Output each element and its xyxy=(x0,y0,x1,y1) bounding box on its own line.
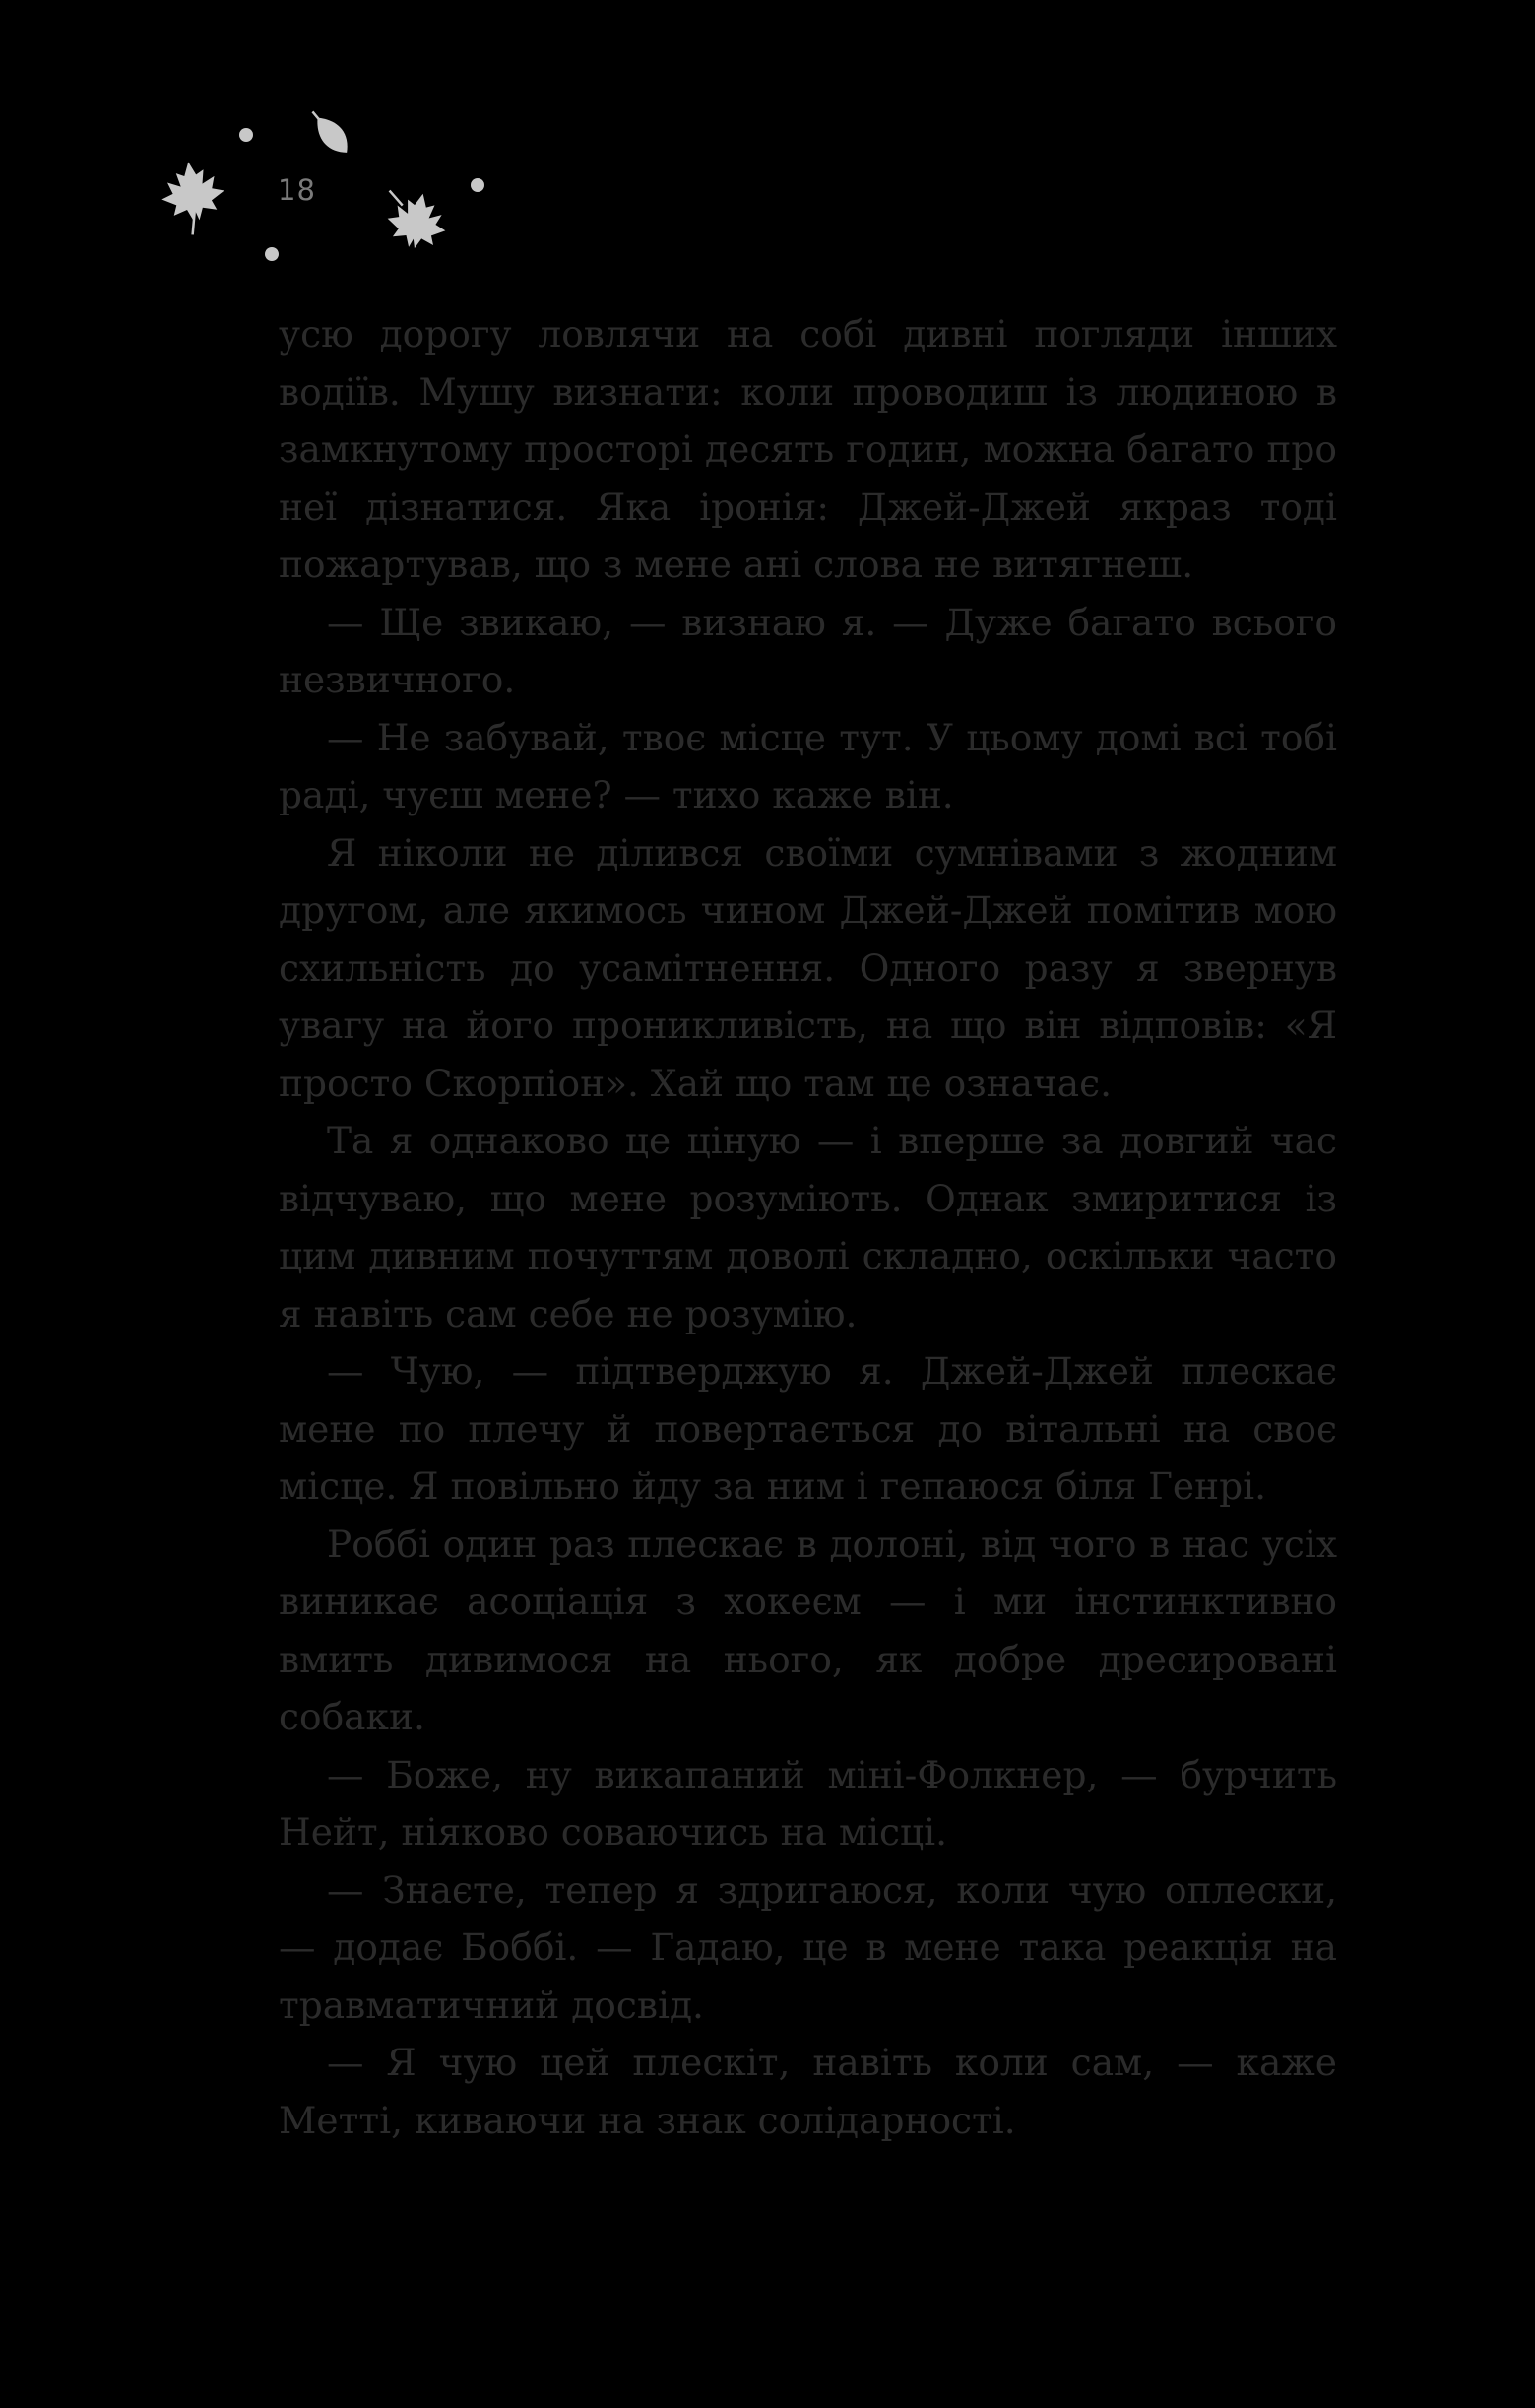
text-line: Нейт, ніяково соваючись на місці. xyxy=(279,1810,948,1854)
maple-leaf-icon xyxy=(379,187,452,254)
text-line: матичний досвід. xyxy=(365,1983,704,2027)
text-line: віть сам себе не розумію. xyxy=(359,1291,858,1335)
paragraph-7 xyxy=(279,1516,1337,1746)
text-line: його проникливість, на що він відповів: «Я просто Скор xyxy=(279,1004,1337,1105)
text-line: Я ніколи не ділився своїми сумнівами з жодним дру xyxy=(279,830,1337,932)
paragraph-4 xyxy=(279,824,1337,1113)
maple-leaf-icon xyxy=(158,158,230,238)
page-number: 18 xyxy=(278,173,316,207)
paragraph-10 xyxy=(279,2034,1337,2149)
text-line: дивним почуттям доволі складно, оскільки часто я на xyxy=(279,1234,1337,1335)
dot-icon xyxy=(265,247,279,261)
text-line: ність до усамітнення. Одного разу я звернув увагу на xyxy=(279,945,1337,1047)
text-line: піон». Хай що там це означає. xyxy=(521,1061,1113,1105)
text-line: — Знаєте, тепер я здригаюся, коли чую оплески, — xyxy=(279,1867,1337,1969)
body-text xyxy=(279,305,1337,2149)
text-line: додає Боббі. — Гадаю, це в мене така реакція на трав xyxy=(279,1925,1337,2027)
paragraph-1 xyxy=(279,305,1337,594)
paragraph-8 xyxy=(279,1746,1337,1861)
text-line: — Ще звикаю, — визнаю я. — Дуже багато всього xyxy=(327,600,1337,644)
text-line: раді, чуєш мене? — тихо каже він. xyxy=(279,773,954,816)
dot-icon xyxy=(471,178,484,192)
paragraph-9 xyxy=(279,1861,1337,2035)
text-line: Мушу визнати: коли проводиш із людиною в замкну xyxy=(279,369,1337,471)
paragraph-2 xyxy=(279,594,1337,709)
paragraph-3 xyxy=(279,709,1337,824)
dot-icon xyxy=(239,128,253,142)
text-line: тому просторі десять годин, можна багато про неї діз xyxy=(279,427,1337,529)
text-line: що з мене ані слова не витягнеш. xyxy=(534,543,1194,586)
text-line: Роббі один раз плескає в долоні, від чого в нас усіх xyxy=(327,1522,1337,1566)
text-line: — Чую, — підтверджую я. Джей-Джей плескає мене xyxy=(279,1349,1337,1451)
text-line: Та я однаково це ціную — і вперше за довгий час xyxy=(327,1119,1337,1162)
text-line: — Не забувай, твоє місце тут. У цьому домі всі тобі xyxy=(327,715,1337,759)
text-line: — Боже, ну викапаний міні-Фолкнер, — бурчить xyxy=(327,1752,1337,1796)
text-line: усю дорогу ловлячи на собі дивні погляди інших водіїв. xyxy=(279,312,1337,414)
text-line: виникає асоціація з хокеєм — і ми інстинктивно вмить xyxy=(279,1580,1337,1681)
text-line: відчуваю, що мене розуміють. Однак змиритися із цим xyxy=(279,1176,1337,1277)
paragraph-6 xyxy=(279,1342,1337,1516)
text-line: гом, але якимось чином Джей-Джей помітив мою схиль xyxy=(279,888,1337,990)
paragraph-5 xyxy=(279,1112,1337,1342)
text-line: дивимося на нього, як добре дресировані собаки. xyxy=(279,1637,1337,1738)
text-line: незвичного. xyxy=(279,658,516,701)
text-line: по плечу й повертається до вітальні на своє місце. Я по xyxy=(279,1406,1338,1508)
leaf-icon xyxy=(304,104,355,160)
text-line: — Я чую цей плескіт, навіть коли сам, — каже Мет xyxy=(279,2041,1337,2142)
leaf-ornament xyxy=(148,98,492,276)
text-line: натися. Яка іронія: Джей-Джей якраз тоді пожартував, xyxy=(279,485,1337,586)
page-header xyxy=(148,98,492,276)
text-line: вільно йду за ним і гепаюся біля Генрі. xyxy=(497,1464,1267,1508)
text-line: ті, киваючи на знак солідарності. xyxy=(358,2098,1016,2142)
